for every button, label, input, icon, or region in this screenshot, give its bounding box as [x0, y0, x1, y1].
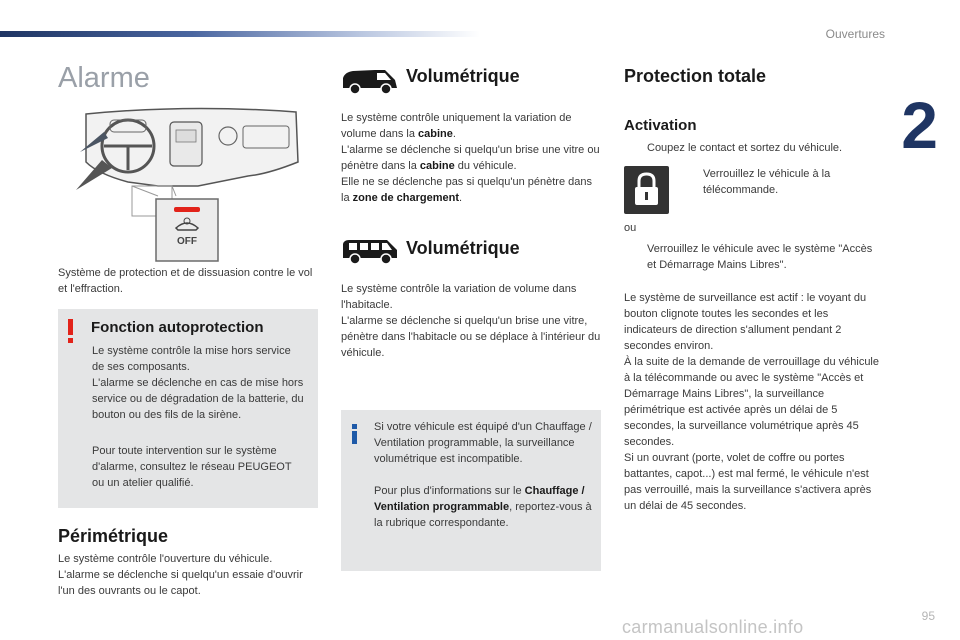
warning-exclamation-icon — [66, 319, 76, 343]
alarm-caption: Système de protection et de dissuasion contre le vol et l'effraction. — [58, 267, 313, 295]
volumetrique-heading-1: Volumétrique — [406, 66, 520, 86]
watermark: carmanualsonline.info — [622, 617, 804, 637]
alarm-button-off-label: OFF — [177, 236, 197, 247]
perimetrique-heading: Périmétrique — [58, 526, 169, 546]
perimetrique-text-2: L'alarme se déclenche si quelqu'un essaie d'ouvrir l'un des ouvrants ou le capot. — [58, 569, 303, 597]
volumetrique-heading-2: Volumétrique — [406, 238, 520, 258]
warning-text-3: Pour toute intervention sur le système d'alarme, consultez le réseau PEUGEOT ou un atelier qualifié. — [92, 445, 292, 489]
volumetrique-text-1: Le système contrôle uniquement la variation de volume dans la cabine. L'alarme se déclenche si quelqu'un brise une vitre ou pénètre dans la cabine du véhicule. Elle ne se déclenche pas si quelqu'un pénètre dans la zone de chargement. — [341, 112, 600, 204]
activation-heading: Activation — [624, 117, 697, 134]
van-passenger-icon — [341, 236, 399, 266]
or-separator: ou — [624, 222, 637, 234]
volumetrique-text-2a: Le système contrôle la variation de volume dans l'habitacle. — [341, 283, 577, 311]
section-title: Ouvertures — [825, 27, 885, 41]
page-title: Alarme — [58, 62, 150, 94]
protection-totale-heading: Protection totale — [624, 66, 767, 86]
warning-box — [58, 309, 318, 508]
perimetrique-text-1: Le système contrôle l'ouverture du véhicule. — [58, 553, 273, 565]
info-icon — [352, 424, 358, 444]
step-2-text: Verrouillez le véhicule à la télécommande. — [703, 168, 831, 196]
lock-key-icon — [624, 166, 669, 214]
header-gradient-bar — [0, 31, 480, 37]
info-box — [341, 410, 601, 571]
chapter-number: 2 — [901, 88, 938, 162]
info-text-1: Si votre véhicule est équipé d'un Chauffage / Ventilation programmable, la surveillance volumétrique est incompatible. — [374, 421, 592, 465]
step-3-text: Verrouillez le véhicule avec le système "Accès et Démarrage Mains Libres". — [647, 243, 873, 271]
surveillance-text: Le système de surveillance est actif : le voyant du bouton clignote toutes les secondes et les indicateurs de direction s'allument pendant 2 secondes environ. À la suite de la demande de verrouillage du véhicule à la télécommande ou avec le système "Accès et Démarrage Mains Libres", la surveillance périmétrique est activée après un délai de 5 secondes, la surveillance volumétrique après 45 secondes. Si un ouvrant (porte, volet de coffre ou portes battantes, capot...) est mal fermé, le véhicule n'est pas verrouillé, mais la surveillance s'activera après un délai de 45 secondes. — [624, 292, 879, 512]
page-number: 95 — [921, 609, 935, 623]
warning-text-2: L'alarme se déclenche en cas de mise hors service ou de dégradation de la batterie, du bouton ou des fils de la sirène. — [92, 377, 304, 421]
step-1-text: Coupez le contact et sortez du véhicule. — [647, 142, 843, 154]
warning-text-1: Le système contrôle la mise hors service de ses composants. — [92, 345, 291, 373]
van-cabin-icon — [341, 66, 399, 96]
info-text-2: Pour plus d'informations sur le Chauffage / Ventilation programmable, reportez-vous à la rubrique correspondante. — [374, 485, 592, 529]
volumetrique-text-2b: L'alarme se déclenche si quelqu'un brise une vitre, pénètre dans l'habitacle ou se déplace à l'intérieur du véhicule. — [341, 315, 601, 359]
warning-title: Fonction autoprotection — [91, 319, 264, 336]
